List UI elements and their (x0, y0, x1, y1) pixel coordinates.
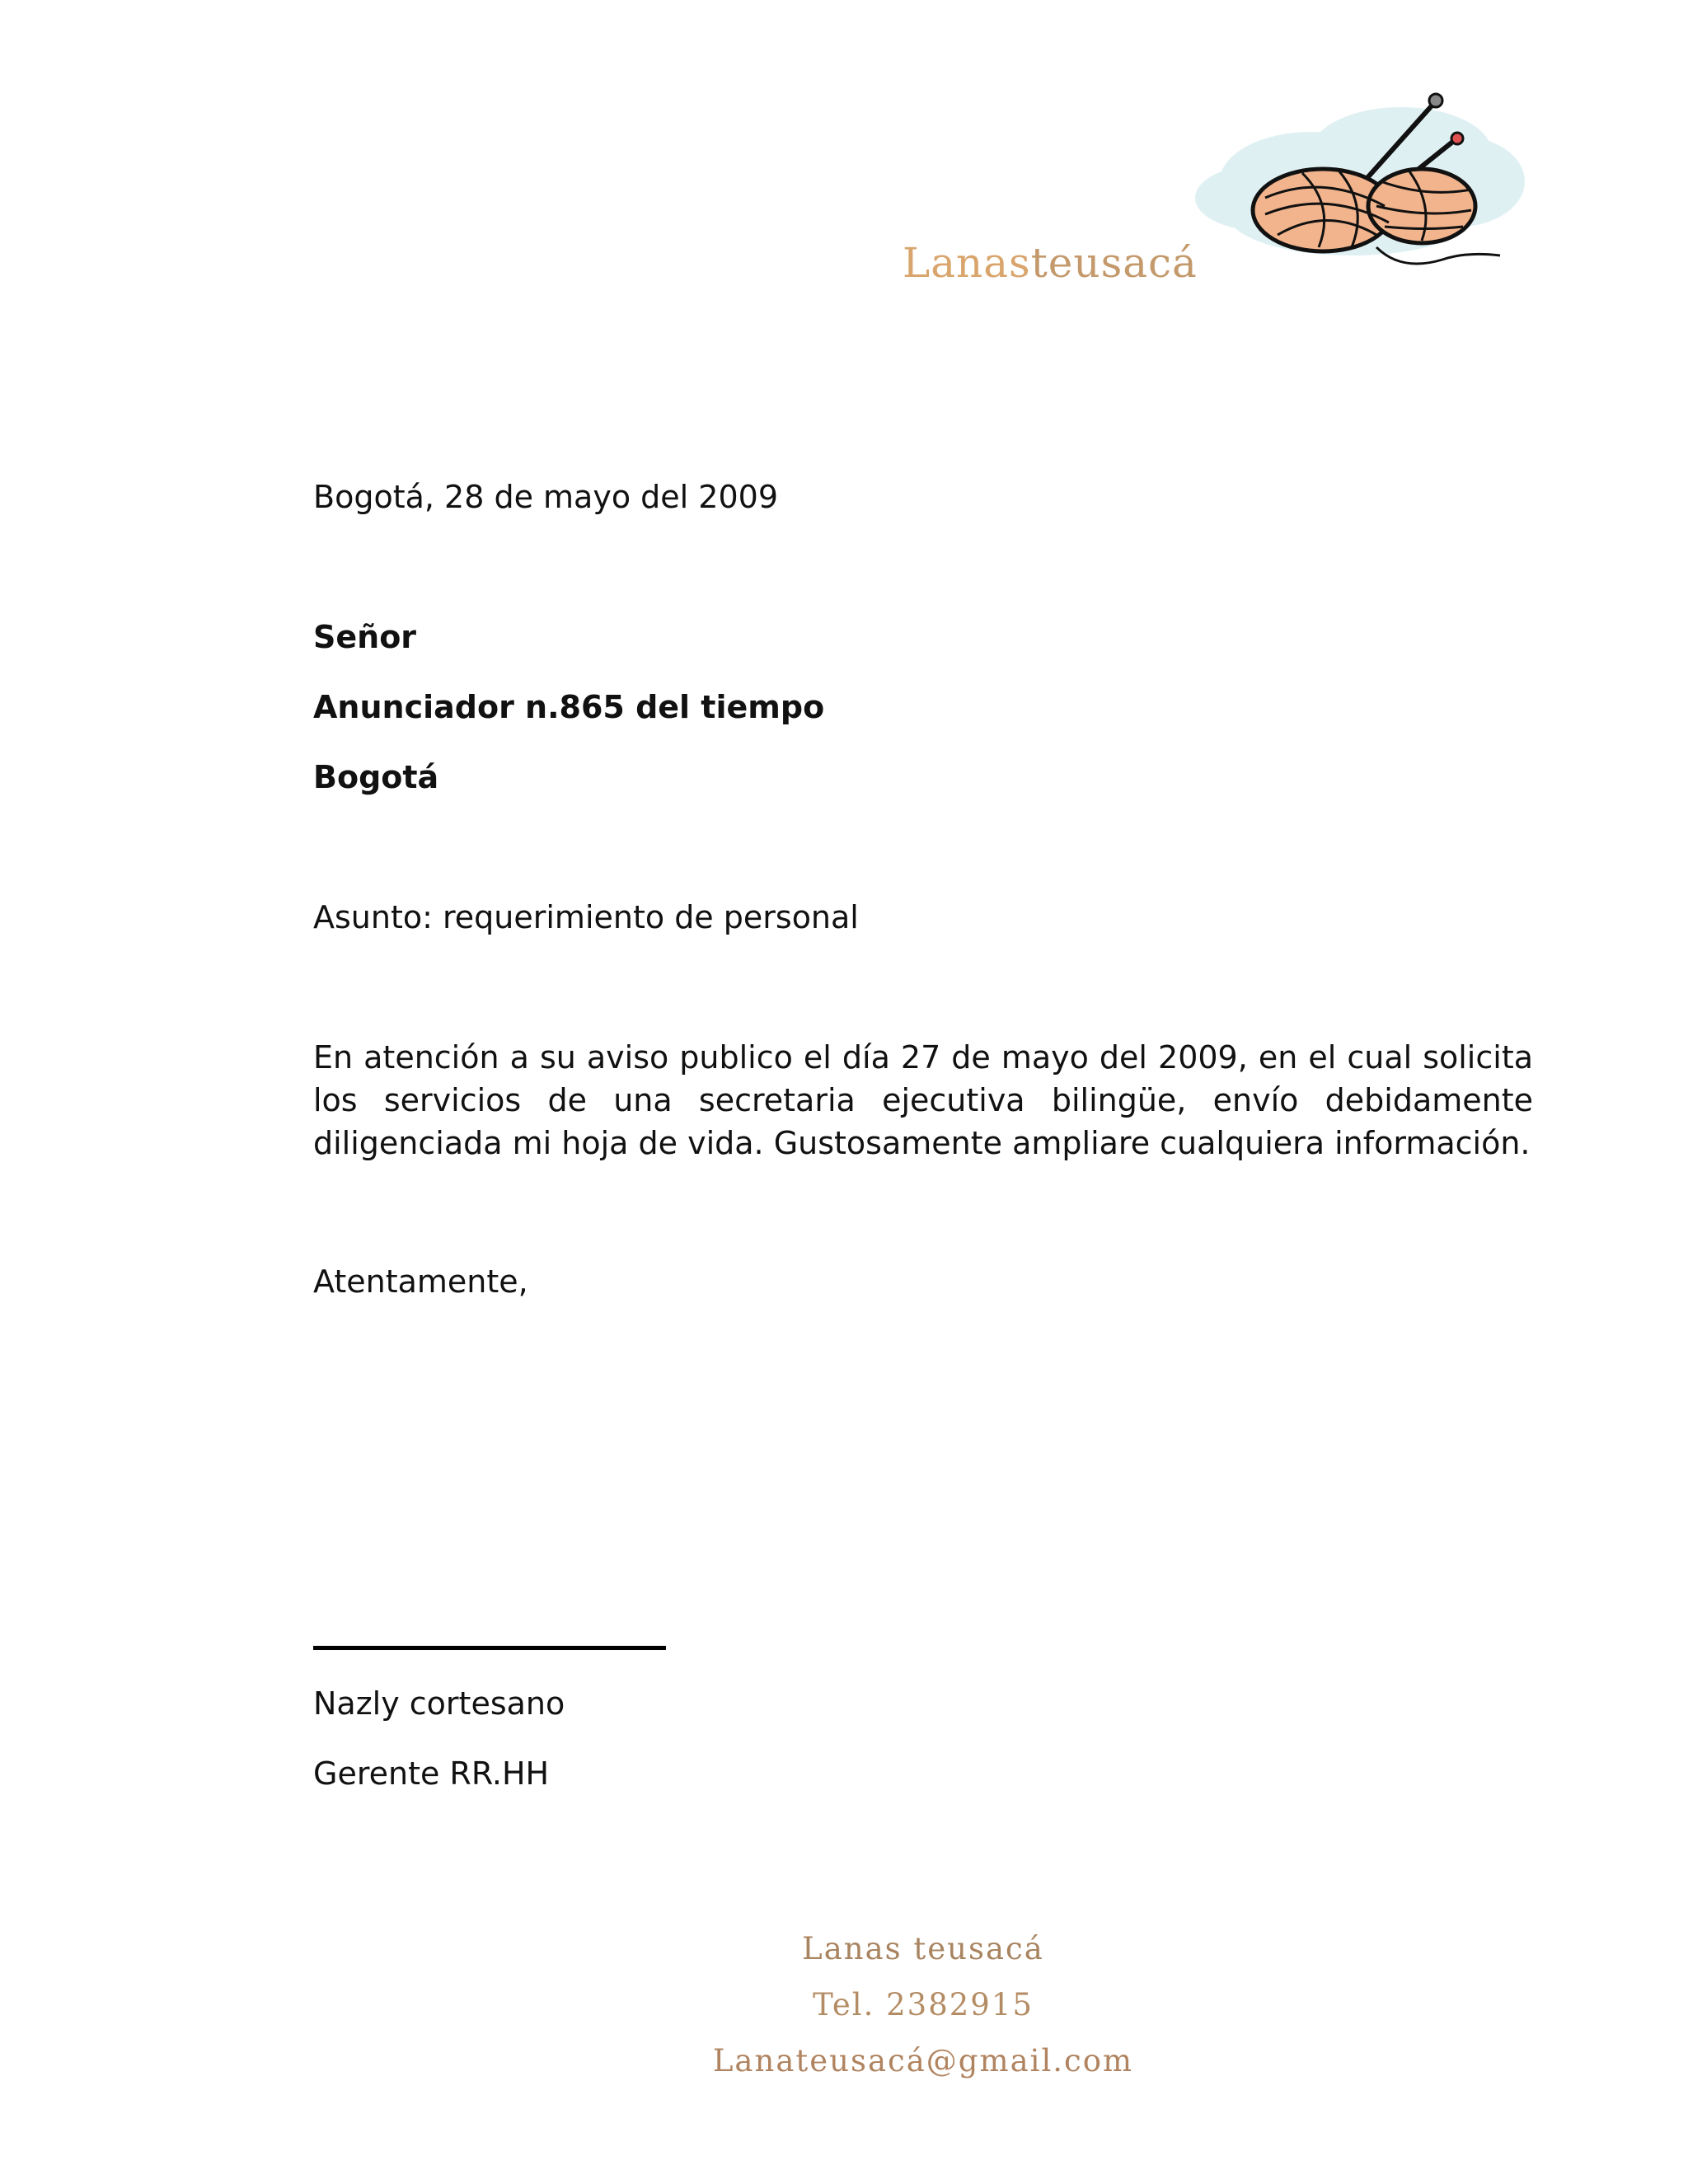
recipient-title: Señor (313, 619, 417, 655)
signer-role: Gerente RR.HH (313, 1755, 550, 1792)
footer-phone: Tel. 2382915 (813, 1987, 1034, 2022)
signer-name: Nazly cortesano (313, 1685, 565, 1722)
yarn-ball-knitting-needles-icon (1187, 82, 1533, 280)
recipient-city: Bogotá (313, 759, 439, 795)
recipient-name: Anunciador n.865 del tiempo (313, 689, 825, 725)
letter-closing: Atentamente, (313, 1263, 528, 1300)
signature-line (313, 1646, 666, 1650)
company-header (903, 239, 1198, 287)
letter-body: En atención a su aviso publico el día 27 de mayo del 2009, en el cual solicita los servicios de una secretaria ejecutiva bilingüe, envío debidamente diligenciada mi hoja de vida. Gustosamente ampliare cualquiera información. (313, 1039, 1533, 1161)
letter-date: Bogotá, 28 de mayo del 2009 (313, 479, 779, 515)
letter-subject: Asunto: requerimiento de personal (313, 899, 859, 935)
footer-company: Lanas teusacá (802, 1931, 1044, 1966)
company-name-part1: Lanas (903, 239, 1031, 287)
footer-email: Lanateusacá@gmail.com (712, 2043, 1134, 2079)
company-name-part2: teusacá (1030, 239, 1198, 287)
